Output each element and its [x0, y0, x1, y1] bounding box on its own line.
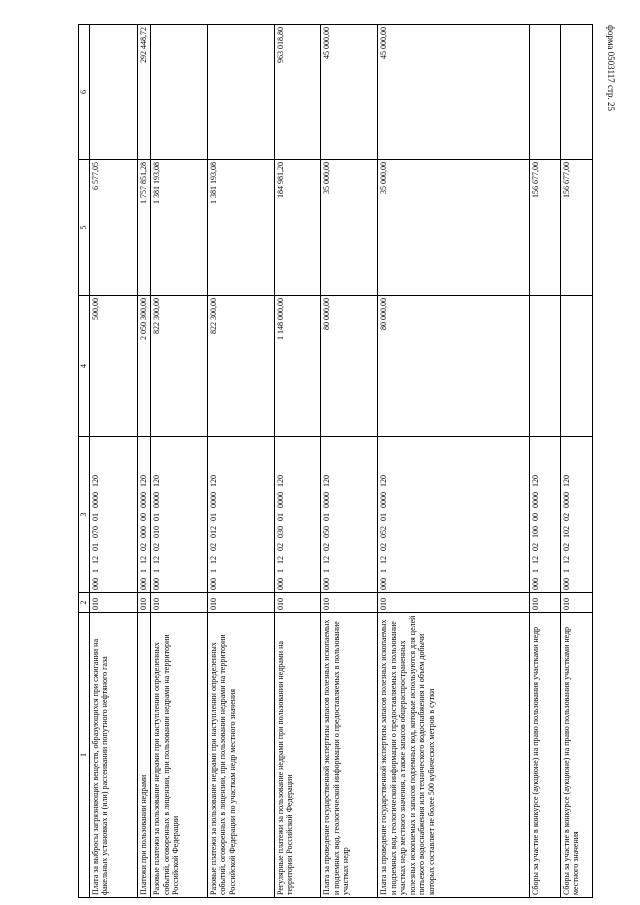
kbk-segment: 12: [379, 556, 389, 564]
executed-amount: 6 577,05: [89, 160, 138, 296]
kbk-segment: 02: [275, 543, 285, 551]
row-name: Плата за выбросы загрязняющих веществ, образующихся при сжигании на факельных установках и (или) рассеивании попутного нефтяного газа: [89, 613, 138, 898]
kbk-segment: 01: [379, 513, 389, 521]
kbk-segment: 1: [152, 569, 162, 573]
executed-amount: 1 757 851,28: [138, 160, 151, 296]
kbk-segment: 00: [531, 513, 541, 521]
kbk-segment: 1: [379, 569, 389, 573]
line-code: 010: [321, 593, 378, 613]
kbk-segment: 102: [561, 526, 571, 538]
kbk-segment: 000: [275, 578, 285, 590]
approved-amount: 2 050 300,00: [138, 296, 151, 437]
line-code: 010: [89, 593, 138, 613]
kbk-segment: 000: [208, 578, 218, 590]
unexecuted-amount: 963 018,80: [274, 25, 321, 160]
line-code: 010: [560, 593, 592, 613]
kbk-segment: 01: [208, 513, 218, 521]
kbk-segment: 120: [90, 475, 100, 487]
kbk-segment: 12: [152, 556, 162, 564]
kbk-segment: 012: [208, 526, 218, 538]
kbk-segment: 0000: [208, 492, 218, 508]
kbk-segment: 12: [139, 556, 149, 564]
row-name: Разовые платежи за пользование недрами при наступлении определенных событий, оговоренных в лицензии, при пользовании недрами на территории Российской Федерации: [151, 613, 208, 898]
kbk-segment: 1: [322, 569, 332, 573]
kbk-segment: 100: [531, 526, 541, 538]
kbk-segment: 1: [208, 569, 218, 573]
executed-amount: 156 677,00: [530, 160, 560, 296]
table-row: [151, 25, 208, 898]
kbk-segment: 120: [152, 475, 162, 487]
unexecuted-amount: 45 000,00: [321, 25, 378, 160]
kbk-segment: 120: [275, 475, 285, 487]
kbk-segment: 01: [152, 513, 162, 521]
unexecuted-amount: [530, 25, 560, 160]
unexecuted-amount: [151, 25, 208, 160]
kbk-segment: 02: [531, 543, 541, 551]
kbk-segment: 000: [139, 578, 149, 590]
kbk-segment: 120: [322, 475, 332, 487]
kbk-segment: 1: [561, 569, 571, 573]
kbk-segment: 12: [275, 556, 285, 564]
approved-amount: 822 300,00: [151, 296, 208, 437]
executed-amount: 1 381 193,08: [207, 160, 274, 296]
kbk-segment: 1: [90, 569, 100, 573]
column-header: 3: [79, 437, 90, 593]
kbk-segment: 01: [90, 543, 100, 551]
kbk-segment: 1: [275, 569, 285, 573]
row-name: Плата за проведение государственной экспертизы запасов полезных ископаемых и подземных вод, геологической информации о предоставляемых в пользование участках недр местного значения, а также запасов общераспространенных полезных ископаемых и запасов подземных вод, которые используются для целей питьевого водоснабжения или технического водоснабжения и объем добычи которых составляет не более 500 кубических метров в сутки: [378, 613, 530, 898]
table-row: [138, 25, 151, 898]
kbk-segment: 02: [208, 543, 218, 551]
report-sheet: [78, 25, 593, 898]
kbk-segment: 02: [379, 543, 389, 551]
kbk-segment: 0000: [139, 492, 149, 508]
approved-amount: [530, 296, 560, 437]
row-name: Разовые платежи за пользование недрами при наступлении определенных событий, оговоренных в лицензии, при пользовании недрами на территории Российской Федерации по участкам недр местного значения: [207, 613, 274, 898]
row-name: Сборы за участие в конкурсе (аукционе) на право пользования участками недр: [530, 613, 560, 898]
kbk-segment: 02: [561, 543, 571, 551]
line-code: 010: [530, 593, 560, 613]
kbk-segment: 0000: [322, 492, 332, 508]
approved-amount: 1 148 000,00: [274, 296, 321, 437]
kbk-segment: 0000: [275, 492, 285, 508]
kbk-segment: 12: [322, 556, 332, 564]
kbk-segment: 12: [90, 556, 100, 564]
revenue-table: [78, 24, 593, 898]
table-row: [321, 25, 378, 898]
kbk-segment: 000: [379, 578, 389, 590]
table-row: [560, 25, 592, 898]
unexecuted-amount: 45 000,00: [378, 25, 530, 160]
approved-amount: 80 000,00: [378, 296, 530, 437]
kbk-segment: 0000: [90, 492, 100, 508]
executed-amount: 184 981,20: [274, 160, 321, 296]
kbk-segment: 052: [379, 526, 389, 538]
approved-amount: [560, 296, 592, 437]
kbk-segment: 070: [90, 526, 100, 538]
line-code: 010: [378, 593, 530, 613]
kbk-segment: 120: [531, 475, 541, 487]
kbk-segment: 1: [139, 569, 149, 573]
kbk-segment: 120: [379, 475, 389, 487]
budget-classification-code: [378, 437, 530, 593]
kbk-segment: 01: [90, 513, 100, 521]
kbk-segment: 030: [275, 526, 285, 538]
kbk-segment: 000: [322, 578, 332, 590]
budget-classification-code: [89, 437, 138, 593]
budget-classification-code: [560, 437, 592, 593]
budget-classification-code: [530, 437, 560, 593]
kbk-segment: 0000: [379, 492, 389, 508]
column-header: 6: [79, 25, 90, 160]
table-row: [530, 25, 560, 898]
kbk-segment: 1: [531, 569, 541, 573]
approved-amount: 822 300,00: [207, 296, 274, 437]
kbk-segment: 000: [90, 578, 100, 590]
executed-amount: 1 381 193,08: [151, 160, 208, 296]
kbk-segment: 000: [531, 578, 541, 590]
kbk-segment: 0000: [561, 492, 571, 508]
unexecuted-amount: [89, 25, 138, 160]
row-name: Сборы за участие в конкурсе (аукционе) на право пользования участками недр местного значения: [560, 613, 592, 898]
kbk-segment: 0000: [531, 492, 541, 508]
table-row: [378, 25, 530, 898]
kbk-segment: 010: [152, 526, 162, 538]
unexecuted-amount: [207, 25, 274, 160]
kbk-segment: 02: [139, 543, 149, 551]
executed-amount: 35 000,00: [378, 160, 530, 296]
budget-classification-code: [274, 437, 321, 593]
row-name: Платежи при пользовании недрами: [138, 613, 151, 898]
kbk-segment: 12: [208, 556, 218, 564]
row-name: Регулярные платежи за пользование недрами при пользовании недрами на территории Российской Федерации: [274, 613, 321, 898]
table-body: [89, 25, 592, 898]
line-code: 010: [274, 593, 321, 613]
column-number-header: [79, 25, 90, 898]
approved-amount: 80 000,00: [321, 296, 378, 437]
kbk-segment: 02: [561, 513, 571, 521]
unexecuted-amount: 292 448,72: [138, 25, 151, 160]
column-header: 1: [79, 613, 90, 898]
kbk-segment: 050: [322, 526, 332, 538]
column-header: 5: [79, 160, 90, 296]
budget-classification-code: [151, 437, 208, 593]
kbk-segment: 00: [139, 513, 149, 521]
budget-classification-code: [321, 437, 378, 593]
kbk-segment: 000: [561, 578, 571, 590]
kbk-segment: 0000: [152, 492, 162, 508]
kbk-segment: 000: [152, 578, 162, 590]
form-label: форма 0503117 стр. 25: [606, 25, 616, 112]
kbk-segment: 02: [322, 543, 332, 551]
executed-amount: 156 677,00: [560, 160, 592, 296]
budget-classification-code: [138, 437, 151, 593]
unexecuted-amount: [560, 25, 592, 160]
rotated-table-wrapper: [78, 25, 593, 898]
approved-amount: 500,00: [89, 296, 138, 437]
kbk-segment: 120: [208, 475, 218, 487]
table-row: [207, 25, 274, 898]
kbk-segment: 01: [275, 513, 285, 521]
kbk-segment: 02: [152, 543, 162, 551]
column-header: 4: [79, 296, 90, 437]
kbk-segment: 000: [139, 526, 149, 538]
kbk-segment: 12: [531, 556, 541, 564]
kbk-segment: 120: [139, 475, 149, 487]
line-code: 010: [207, 593, 274, 613]
line-code: 010: [151, 593, 208, 613]
kbk-segment: 12: [561, 556, 571, 564]
table-row: [89, 25, 138, 898]
row-name: Плата за проведение государственной экспертизы запасов полезных ископаемых и подземных вод, геологической информации о предоставляемых в пользование участках недр: [321, 613, 378, 898]
table-row: [274, 25, 321, 898]
kbk-segment: 01: [322, 513, 332, 521]
executed-amount: 35 000,00: [321, 160, 378, 296]
kbk-segment: 120: [561, 475, 571, 487]
budget-classification-code: [207, 437, 274, 593]
column-header: 2: [79, 593, 90, 613]
line-code: 010: [138, 593, 151, 613]
